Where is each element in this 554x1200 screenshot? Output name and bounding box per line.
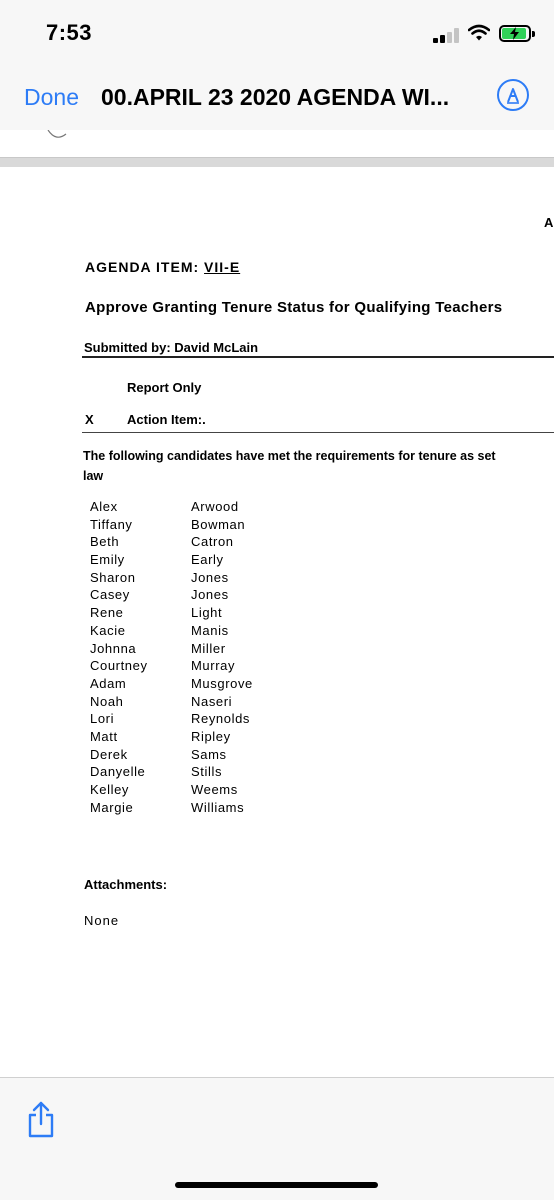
divider: [82, 432, 554, 433]
document-page: [0, 167, 554, 1077]
agenda-item-number: VII-E: [204, 259, 241, 275]
candidate-row: [90, 499, 253, 517]
candidate-last-name: Musgrove: [191, 675, 253, 691]
candidate-row: [90, 587, 253, 605]
candidate-last-name: Catron: [191, 534, 234, 550]
markup-pen-icon[interactable]: [497, 79, 529, 111]
status-time: 7:53: [46, 20, 93, 45]
candidate-row: [90, 641, 253, 659]
candidate-last-name: Jones: [191, 587, 229, 603]
candidate-row: [90, 552, 253, 570]
candidate-first-name: Matt: [90, 728, 118, 744]
agenda-item-prefix: AGENDA ITEM:: [85, 259, 205, 275]
action-item-mark: X: [85, 412, 94, 427]
done-button[interactable]: Done: [24, 84, 79, 110]
candidate-row: [90, 517, 253, 535]
status-bar: [0, 0, 554, 66]
divider: [82, 356, 554, 358]
intro-line: law: [83, 469, 104, 483]
candidate-row: [90, 676, 253, 694]
candidate-first-name: Kelley: [90, 782, 130, 797]
candidate-first-name: Adam: [90, 675, 127, 691]
candidate-row: [90, 782, 253, 800]
candidate-row: [90, 694, 253, 712]
previous-page-edge: [0, 130, 554, 158]
candidate-last-name: Sams: [191, 746, 227, 762]
candidate-row: [90, 800, 253, 818]
candidate-last-name: Williams: [191, 799, 245, 815]
candidate-first-name: Beth: [90, 534, 120, 550]
candidate-first-name: Lori: [90, 711, 115, 727]
candidate-last-name: Murray: [191, 658, 236, 674]
candidate-last-name: Manis: [191, 622, 229, 638]
candidate-row: [90, 605, 253, 623]
candidate-row: [90, 623, 253, 641]
candidate-last-name: Miller: [191, 640, 226, 656]
document-viewer[interactable]: [0, 130, 554, 1077]
candidate-last-name: Early: [191, 552, 224, 568]
candidate-first-name: Noah: [90, 693, 124, 709]
candidate-last-name: Weems: [191, 782, 238, 797]
candidate-row: [90, 570, 253, 588]
candidate-first-name: Rene: [90, 605, 124, 621]
cellular-signal-icon: [433, 27, 461, 43]
candidate-first-name: Alex: [90, 499, 118, 514]
agenda-item-heading: [85, 259, 240, 275]
page-header-letter: A: [544, 215, 554, 230]
navigation-bar: [0, 66, 554, 130]
candidate-row: [90, 711, 253, 729]
candidate-first-name: Derek: [90, 746, 128, 762]
submitted-by: Submitted by: David McLain: [84, 340, 259, 355]
candidate-first-name: Danyelle: [90, 764, 146, 780]
candidate-first-name: Margie: [90, 799, 134, 815]
battery-charging-icon: [499, 25, 531, 42]
candidate-last-name: Jones: [191, 569, 229, 585]
candidate-first-name: Tiffany: [90, 516, 133, 532]
candidate-first-name: Casey: [90, 587, 130, 603]
intro-line: The following candidates have met the requirements for tenure as set: [83, 449, 496, 463]
candidate-last-name: Ripley: [191, 728, 231, 744]
action-item-label: Action Item:.: [127, 412, 206, 427]
candidate-first-name: Courtney: [90, 658, 148, 674]
candidate-last-name: Naseri: [191, 693, 233, 709]
candidate-first-name: Emily: [90, 552, 125, 568]
candidate-row: [90, 729, 253, 747]
candidate-list: [90, 499, 253, 817]
candidate-last-name: Stills: [191, 764, 223, 780]
candidate-row: [90, 534, 253, 552]
candidate-row: [90, 764, 253, 782]
candidate-first-name: Johnna: [90, 640, 137, 656]
candidate-last-name: Bowman: [191, 516, 246, 532]
share-icon[interactable]: [26, 1100, 56, 1138]
candidate-last-name: Reynolds: [191, 711, 250, 727]
document-title: 00.APRIL 23 2020 AGENDA WI...: [101, 84, 450, 110]
candidate-last-name: Arwood: [191, 499, 239, 514]
home-indicator[interactable]: [175, 1182, 378, 1188]
intro-text: [83, 446, 554, 486]
candidate-last-name: Light: [191, 605, 223, 621]
report-only-label: Report Only: [127, 380, 202, 395]
agenda-item-title: Approve Granting Tenure Status for Qualifying Teachers: [85, 299, 503, 316]
attachments-value: None: [84, 913, 120, 928]
candidate-row: [90, 747, 253, 765]
candidate-row: [90, 658, 253, 676]
wifi-icon: [468, 24, 490, 42]
attachments-label: Attachments:: [84, 877, 168, 892]
candidate-first-name: Sharon: [90, 569, 136, 585]
candidate-first-name: Kacie: [90, 622, 126, 638]
